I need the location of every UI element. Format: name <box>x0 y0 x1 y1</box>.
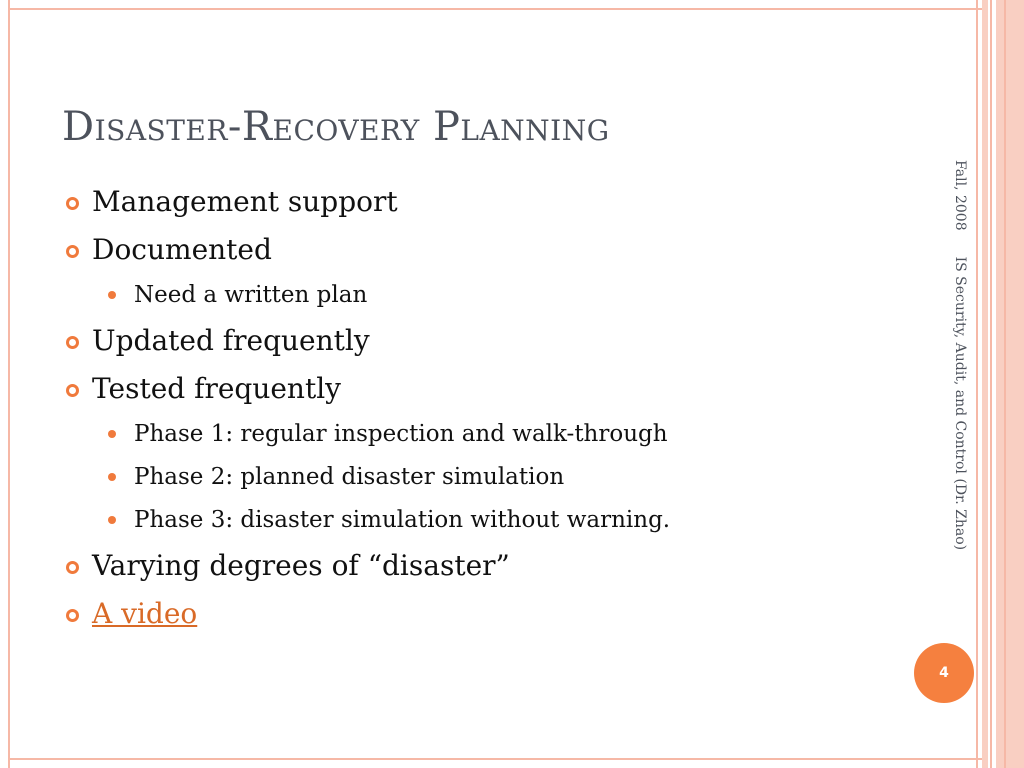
dot-bullet-icon <box>108 473 116 481</box>
sub-bullet-item <box>62 462 922 505</box>
ring-bullet-icon <box>66 609 79 622</box>
slide-footer <box>952 160 968 550</box>
bullet-item <box>62 371 922 419</box>
ring-bullet-icon <box>66 245 79 258</box>
right-stripe <box>976 0 978 768</box>
bullet-text: Varying degrees of “disaster” <box>92 549 510 582</box>
bullet-text: Management support <box>92 185 398 218</box>
ring-bullet-icon <box>66 384 79 397</box>
bullet-item <box>62 548 922 596</box>
frame-top-line <box>8 8 988 10</box>
sub-bullet-item <box>62 280 922 323</box>
sub-bullet-text: Phase 1: regular inspection and walk-through <box>134 421 668 447</box>
page-number-badge: 4 <box>914 643 974 703</box>
right-stripe <box>996 0 1024 768</box>
dot-bullet-icon <box>108 291 116 299</box>
frame-bottom-line <box>8 758 988 760</box>
ring-bullet-icon <box>66 561 79 574</box>
bullet-list <box>62 184 922 644</box>
dot-bullet-icon <box>108 430 116 438</box>
ring-bullet-icon <box>66 336 79 349</box>
sub-bullet-item <box>62 505 922 548</box>
sub-bullet-text: Need a written plan <box>134 282 368 308</box>
right-stripe <box>990 0 992 768</box>
bullet-text: Tested frequently <box>92 372 341 405</box>
slide-title: Disaster-Recovery Planning <box>62 104 610 150</box>
frame-left-line <box>8 0 10 768</box>
sub-bullet-text: Phase 3: disaster simulation without warning. <box>134 507 671 533</box>
bullet-item <box>62 323 922 371</box>
bullet-item <box>62 596 922 644</box>
right-stripe <box>982 0 988 768</box>
sub-bullet-item <box>62 419 922 462</box>
bullet-text: Documented <box>92 233 272 266</box>
bullet-text: Updated frequently <box>92 324 370 357</box>
dot-bullet-icon <box>108 516 116 524</box>
ring-bullet-icon <box>66 197 79 210</box>
right-stripe <box>1004 0 1006 768</box>
sub-bullet-text: Phase 2: planned disaster simulation <box>134 464 565 490</box>
bullet-item <box>62 232 922 280</box>
footer-course: IS Security, Audit, and Control (Dr. Zhao) <box>952 256 968 551</box>
video-link[interactable]: A video <box>92 597 198 630</box>
footer-date: Fall, 2008 <box>952 160 968 231</box>
bullet-item <box>62 184 922 232</box>
